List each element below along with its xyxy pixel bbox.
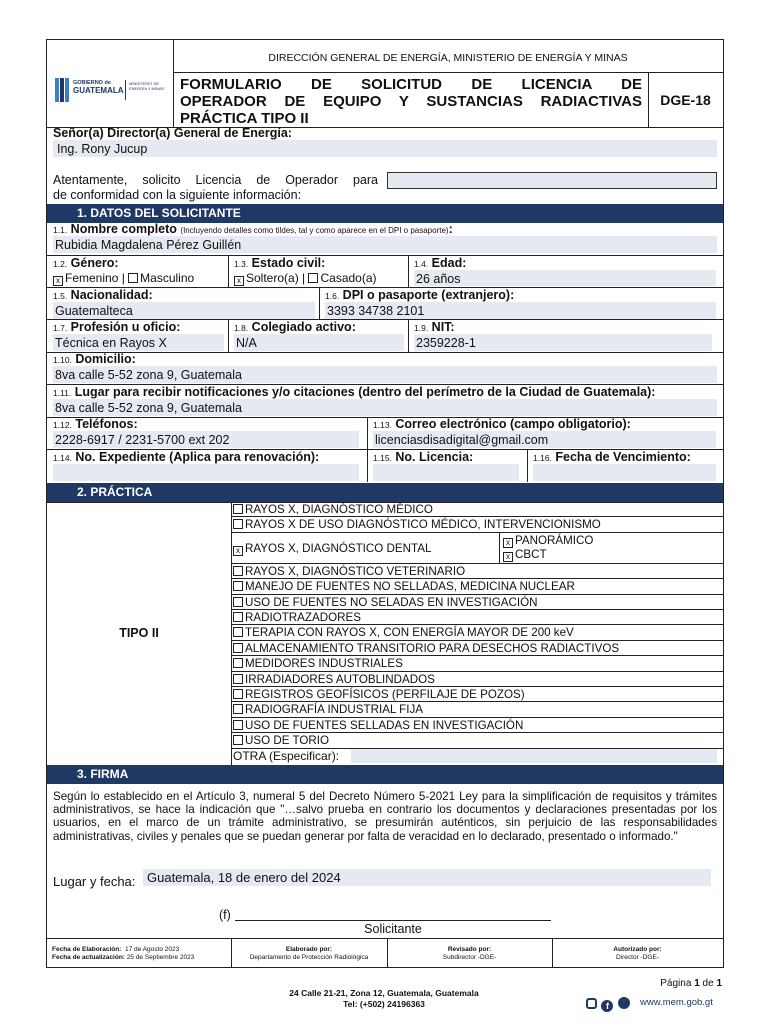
twitter-icon[interactable] [618,997,630,1009]
dom-value: 8va calle 5-52 zona 9, Guatemala [55,368,242,382]
email-field[interactable] [373,431,716,448]
civil-options [234,271,377,286]
director-value: Ing. Rony Jucup [57,142,148,156]
practice-label: RADIOTRAZADORES [245,611,361,624]
civil-single-checkbox[interactable]: x [234,276,244,286]
practice-checkbox[interactable] [233,689,243,699]
dpi-label: 1.6. DPI o pasaporte (extranjero): [325,288,515,302]
section3-header: 3. FIRMA [47,765,723,784]
practice-item [231,610,723,625]
page-number: Página 1 de 1 [660,978,722,989]
purpose-field[interactable] [387,172,717,189]
email-label: 1.13. Correo electrónico (campo obligatorio): [373,417,631,431]
practice-label: RAYOS X, DIAGNÓSTICO MÉDICO [245,503,433,516]
notif-value: 8va calle 5-52 zona 9, Guatemala [55,401,242,415]
section2-header: 2. PRÁCTICA [47,483,723,502]
practice-label: RAYOS X DE USO DIAGNÓSTICO MÉDICO, INTERVENCIONISMO [245,518,601,532]
lic-label: 1.15. No. Licencia: [373,450,474,464]
notif-field[interactable] [53,399,717,416]
nat-value: Guatemalteca [55,304,133,318]
practice-label: REGISTROS GEOFÍSICOS (PERFILAJE DE POZOS) [245,688,525,701]
practice-label: IRRADIADORES AUTOBLINDADOS [245,672,435,686]
section1-header: 1. DATOS DEL SOLICITANTE [47,204,723,223]
name-label [53,222,453,236]
gender-female-checkbox[interactable]: x [53,276,63,286]
dental-sub-item [503,548,723,562]
form-title-line3: PRÁCTICA TIPO II [180,110,309,127]
practice-label: RAYOS X, DIAGNÓSTICO VETERINARIO [245,564,466,578]
practice-label: MANEJO DE FUENTES NO SELLADAS, MEDICINA NUCLEAR [245,580,575,594]
col-value: N/A [236,336,257,350]
gender-options [53,271,194,286]
nit-field[interactable] [414,334,712,351]
prof-label: 1.7. Profesión u oficio: [53,320,181,334]
col-label: 1.8. Colegiado activo: [234,320,356,334]
form-page [46,39,724,968]
place-label: Lugar y fecha: [53,874,136,889]
logo-divider [125,80,126,100]
practice-checkbox[interactable] [233,658,243,668]
venc-label: 1.16. Fecha de Vencimiento: [533,450,691,464]
legal-text: Según lo establecido en el Artículo 3, numeral 5 del Decreto Número 5-2021 Ley para la simplificación de requisitos y trámites administrativos, se hace la indicación que "…salvo prueba en contrario los documentos y declaraciones presentadas por los usuarios, en el marco de un trámite administrativo, se presumirán auténticos, sin perjuicio de las responsabilidades administrativas, civiles y penales que se puedan generar por falta de veracidad en lo declarado, presentado o informado." [53,790,717,843]
other-label: OTRA (Especificar): [233,749,340,763]
dental-sub-label: CBCT [515,547,547,561]
footer-rev: Revisado por: Subdirector -DGE- [442,946,497,961]
practice-type: TIPO II [119,626,159,640]
tel-label: 1.12. Teléfonos: [53,417,138,431]
practice-checkbox[interactable] [233,704,243,714]
nat-label: 1.5. Nacionalidad: [53,288,153,302]
age-label: 1.4. Edad: [414,256,467,270]
practice-item [231,672,723,687]
logo-side-text: MINISTERIO DE ENERGÍA Y MINAS [129,81,165,91]
footer-made: Elaborado por: Departamento de Protección Radiológica [249,946,369,961]
practice-checkbox[interactable]: x [233,546,243,556]
logo [55,76,167,104]
practice-checkbox[interactable] [233,504,243,514]
form-title [180,76,642,127]
nit-value: 2359228-1 [416,336,476,350]
gender-male-label: Masculino [140,271,195,285]
place-value: Guatemala, 18 de enero del 2024 [147,870,341,885]
practice-item [231,595,723,610]
practice-item [231,533,723,564]
instagram-icon[interactable] [586,998,597,1009]
sign-prefix: (f) [219,908,231,922]
practice-checkbox[interactable] [233,597,243,607]
other-row [231,748,723,765]
director-field[interactable] [53,140,717,157]
form-code: DGE-18 [660,92,711,108]
footer-elab: Fecha de Elaboración: 17 de Agosto 2023 Fecha de actualización: 25 de Septiembre 2023 [52,946,195,961]
signature-line[interactable] [235,920,551,921]
name-value: Rubidia Magdalena Pérez Guillén [55,238,242,252]
dental-sub-item [503,534,723,548]
request-line2: de conformidad con la siguiente información: [53,188,302,202]
logo-line2: GUATEMALA [73,86,124,95]
dom-field[interactable] [53,366,717,383]
dental-sub-checkbox[interactable]: x [503,552,513,562]
civil-married-checkbox[interactable] [308,273,318,283]
nit-label: 1.9. NIT: [414,320,455,334]
gender-label: 1.2. Género: [53,256,119,270]
name-field[interactable] [53,236,717,253]
practice-item [231,718,723,733]
practice-checkbox[interactable] [233,581,243,591]
dental-sub-label: PANORÁMICO [515,533,594,547]
practice-checkbox[interactable] [233,519,243,529]
tel-value: 2228-6917 / 2231-5700 ext 202 [55,433,230,447]
tel-field[interactable] [53,431,359,448]
practice-label: TERAPIA CON RAYOS X, CON ENERGÍA MAYOR DE 200 keV [245,626,574,640]
civil-label: 1.3. Estado civil: [234,256,326,270]
phone: Tel: (+502) 24196363 [343,999,425,1009]
practice-checkbox[interactable] [233,566,243,576]
civil-single-label: Soltero(a) | [246,271,306,285]
dpi-value: 3393 34738 2101 [327,304,425,318]
col-field[interactable] [234,334,404,351]
request-line1: Atentamente, solicito Licencia de Operador para [53,173,378,187]
practice-item [231,687,723,702]
exp-field[interactable] [53,464,359,481]
civil-married-label: Casado(a) [320,271,377,285]
facebook-icon[interactable]: f [601,1000,613,1012]
practice-item [231,517,723,532]
age-value: 26 años [416,272,461,286]
practice-checkbox[interactable] [233,735,243,745]
dental-sub-checkbox[interactable]: x [503,538,513,548]
website[interactable]: www.mem.gob.gt [640,997,713,1008]
sign-label: Solicitante [364,922,422,936]
age-field[interactable] [414,270,716,286]
practice-checkbox[interactable] [233,643,243,653]
practice-label: RADIOGRAFÍA INDUSTRIAL FIJA [245,703,424,717]
practice-label: RAYOS X, DIAGNÓSTICO DENTAL [245,541,432,555]
practice-item [231,733,723,748]
practice-label: USO DE FUENTES NO SELADAS EN INVESTIGACIÓN [245,595,538,609]
practice-item [231,656,723,671]
name-note: (Incluyendo detalles como tildes, tal y como aparece en el DPI o pasaporte) [180,226,449,235]
gender-female-label: Femenino | [65,271,125,285]
name-colon: : [448,222,453,236]
practice-item [231,579,723,594]
other-field[interactable] [351,749,717,763]
exp-label: 1.14. No. Expediente (Aplica para renovación): [53,450,320,464]
practice-label: ALMACENAMIENTO TRANSITORIO PARA DESECHOS RADIACTIVOS [245,641,620,655]
address: 24 Calle 21-21, Zona 12, Guatemala, Guatemala [289,988,479,998]
form-title-line2: OPERADOR DE EQUIPO Y SUSTANCIAS RADIACTIVAS [180,93,642,110]
practice-label: MEDIDORES INDUSTRIALES [245,657,403,671]
practice-item [231,564,723,579]
place-field[interactable] [143,869,711,886]
email-value: licenciasdisadigital@gmail.com [375,433,549,447]
practice-checkbox[interactable] [233,612,243,622]
name-num: 1.1. [53,225,68,235]
practice-item [231,702,723,717]
prof-field[interactable] [53,334,224,351]
venc-field[interactable] [533,464,716,481]
practice-label: USO DE FUENTES SELLADAS EN INVESTIGACIÓN [245,718,524,732]
practice-item [231,625,723,640]
nat-field[interactable] [53,302,315,319]
lic-field[interactable] [373,464,519,481]
prof-value: Técnica en Rayos X [55,336,167,350]
practice-item [231,502,723,517]
salutation: Señor(a) Director(a) General de Energía: [53,126,292,140]
logo-line1: GOBIERNO de [73,80,111,86]
dom-label: 1.10. Domicilio: [53,352,136,366]
practice-item [231,641,723,656]
dpi-field[interactable] [325,302,716,319]
ministry-title: DIRECCIÓN GENERAL DE ENERGÍA, MINISTERIO DE ENERGÍA Y MINAS [268,52,628,64]
gender-male-checkbox[interactable] [128,273,138,283]
practice-checkbox[interactable] [233,627,243,637]
footer-auth: Autorizado por: Director -DGE- [613,946,662,961]
practice-label: USO DE TORIO [245,734,329,748]
name-label-text: Nombre completo [70,222,177,236]
practice-checkbox[interactable] [233,720,243,730]
logo-flag-icon [55,78,70,102]
practice-checkbox[interactable] [233,674,243,684]
form-title-line1: FORMULARIO DE SOLICITUD DE LICENCIA DE [180,76,642,93]
dental-sub-options [499,533,723,563]
social-icons [586,996,630,1009]
notif-label: 1.11. Lugar para recibir notificaciones y/o citaciones (dentro del perímetro de la Ciudad de Guatemala): [53,385,656,399]
